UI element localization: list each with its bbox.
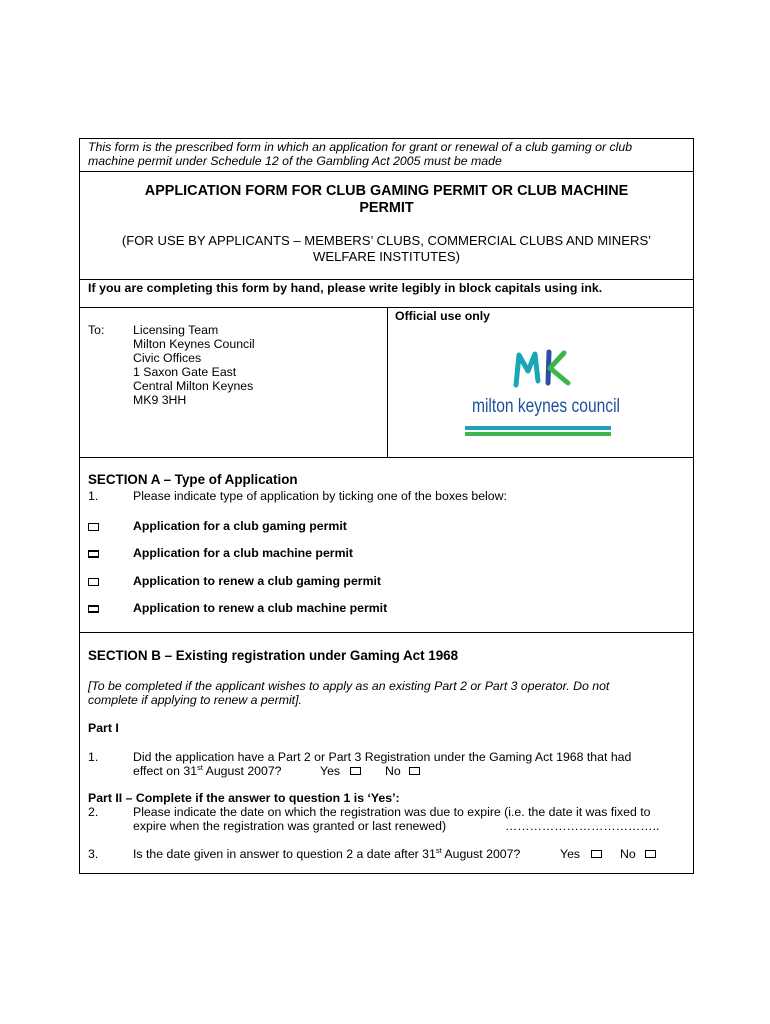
logo-stripe-teal — [465, 426, 611, 430]
checkbox-club-machine-permit[interactable] — [88, 550, 99, 558]
question-1-yes-checkbox[interactable] — [350, 767, 361, 775]
milton-keynes-council-logo — [465, 351, 620, 441]
form-title-line2: PERMIT — [359, 200, 414, 216]
to-label: To: — [88, 323, 105, 337]
divider — [80, 279, 693, 280]
logo-m-mark — [516, 354, 538, 385]
form-title-line1: APPLICATION FORM FOR CLUB GAMING PERMIT OR CLUB MACHINE — [144, 183, 629, 199]
address-line: Central Milton Keynes — [133, 379, 254, 393]
logo-stripe-green — [465, 432, 611, 436]
part-two-label: Part II – Complete if the answer to question 1 is ‘Yes’: — [88, 791, 400, 805]
checkbox-renew-club-machine-permit[interactable] — [88, 605, 99, 613]
block-capitals-instruction: If you are completing this form by hand, please write legibly in block capitals using ink. — [88, 281, 603, 295]
question-3-text: Is the date given in answer to question 2 a date after 31st August 2007? — [133, 846, 521, 861]
checkbox-club-gaming-permit[interactable] — [88, 523, 99, 531]
checkbox-renew-club-gaming-permit[interactable] — [88, 578, 99, 586]
question-1-number: 1. — [88, 750, 99, 764]
address-line: Civic Offices — [133, 351, 202, 365]
divider — [80, 457, 693, 458]
section-a-heading: SECTION A – Type of Application — [88, 472, 298, 487]
part-one-label: Part I — [88, 721, 119, 735]
question-2-line1: Please indicate the date on which the registration was due to expire (i.e. the date it was fixed to — [133, 805, 651, 819]
divider — [80, 171, 693, 172]
question-3-number: 3. — [88, 847, 99, 861]
vertical-divider — [387, 307, 388, 457]
address-line: Milton Keynes Council — [133, 337, 255, 351]
option-renew-club-machine-permit: Application to renew a club machine permit — [133, 601, 388, 615]
application-form — [79, 138, 694, 874]
prescribed-note-line2: machine permit under Schedule 12 of the Gambling Act 2005 must be made — [88, 154, 502, 168]
section-a-question-number: 1. — [88, 489, 99, 503]
option-renew-club-gaming-permit: Application to renew a club gaming permit — [133, 574, 382, 588]
option-club-gaming-permit: Application for a club gaming permit — [133, 519, 347, 533]
section-b-note-line1: [To be completed if the applicant wishes to apply as an existing Part 2 or Part 3 operator. Do not — [88, 679, 610, 693]
section-a-question: Please indicate type of application by ticking one of the boxes below: — [133, 489, 507, 503]
form-subtitle-line2: WELFARE INSTITUTES) — [313, 249, 460, 264]
question-1-line1: Did the application have a Part 2 or Part 3 Registration under the Gaming Act 1968 that had — [133, 750, 632, 764]
question-2-line2: expire when the registration was granted or last renewed) — [133, 819, 447, 833]
prescribed-note-line1: This form is the prescribed form in which an application for grant or renewal of a club gaming or club — [88, 140, 633, 154]
address-line: 1 Saxon Gate East — [133, 365, 237, 379]
section-b-note-line2: complete if applying to renew a permit]. — [88, 693, 302, 707]
question-3-yes-checkbox[interactable] — [591, 850, 602, 858]
question-3-yes-label: Yes — [560, 847, 581, 861]
expiry-date-field[interactable]: ……………………………….. — [505, 819, 660, 833]
divider — [80, 632, 693, 633]
question-1-no-label: No — [385, 764, 401, 778]
address-line: MK9 3HH — [133, 393, 187, 407]
official-use-label: Official use only — [395, 309, 490, 323]
question-1-no-checkbox[interactable] — [409, 767, 420, 775]
logo-name: milton keynes council — [472, 396, 620, 417]
section-b-heading: SECTION B – Existing registration under Gaming Act 1968 — [88, 648, 459, 663]
question-3-no-label: No — [620, 847, 636, 861]
question-1-yes-label: Yes — [320, 764, 341, 778]
question-3-no-checkbox[interactable] — [645, 850, 656, 858]
option-club-machine-permit: Application for a club machine permit — [133, 546, 354, 560]
question-1-line2: effect on 31st August 2007? — [133, 763, 282, 778]
form-subtitle-line1: (FOR USE BY APPLICANTS – MEMBERS’ CLUBS, COMMERCIAL CLUBS AND MINERS’ — [121, 233, 652, 248]
address-line: Licensing Team — [133, 323, 219, 337]
question-2-number: 2. — [88, 805, 99, 819]
logo-k-arms — [550, 353, 568, 383]
